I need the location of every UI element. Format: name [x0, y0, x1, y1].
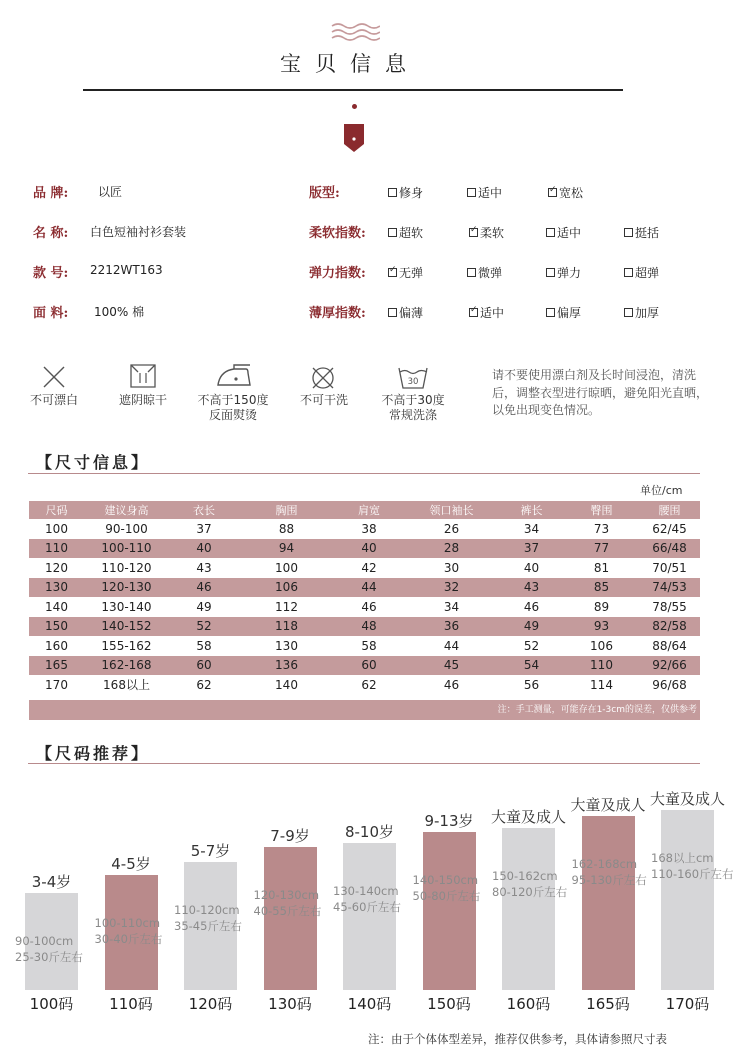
- recommend-age-label: 5-7岁: [190, 842, 231, 860]
- table-cell: 130: [275, 638, 298, 653]
- size-recommend-divider: [28, 763, 700, 764]
- table-cell: 130: [29, 578, 84, 598]
- table-cell: 140: [275, 677, 298, 692]
- recommend-weight: 110-160斤左右: [651, 867, 734, 881]
- table-cell: 37: [499, 539, 564, 559]
- iron-low-icon: [212, 363, 256, 389]
- recommend-height: 130-140cm: [333, 884, 399, 898]
- table-cell: 62: [196, 677, 212, 692]
- table-header: 腰围: [639, 501, 700, 519]
- svg-text:30: 30: [407, 377, 419, 387]
- table-cell: 37: [196, 521, 212, 536]
- table-cell: 96/68: [652, 677, 687, 692]
- recommend-height: 90-100cm: [15, 934, 74, 948]
- table-row: [29, 558, 700, 578]
- no-dry-clean-icon: [310, 365, 336, 391]
- recommend-age-label: 7-9岁: [270, 827, 310, 845]
- table-cell: 160: [45, 638, 68, 653]
- option-label: 宽松: [559, 186, 584, 200]
- table-cell: 155-162: [101, 638, 152, 653]
- recommend-size-label: 160码: [506, 995, 551, 1013]
- elasticity-option-3: [546, 264, 581, 281]
- table-cell: 34: [523, 521, 540, 536]
- care-label-wash: 不高于30度 常规洗涤: [381, 393, 445, 422]
- option-label: 弹力: [557, 266, 582, 280]
- table-cell: 78/55: [652, 599, 687, 614]
- table-header: 建议身高: [84, 501, 169, 519]
- size-table: [29, 501, 700, 695]
- table-cell: 54: [499, 656, 564, 676]
- recommend-detail: [572, 856, 647, 888]
- option-label: 加厚: [635, 306, 660, 320]
- fit-option-regular: [467, 184, 502, 201]
- table-cell: 100: [275, 560, 298, 575]
- size-info-divider: [28, 473, 700, 474]
- table-cell: 112: [275, 599, 298, 614]
- recommend-weight: 95-130斤左右: [571, 873, 647, 887]
- table-cell: 58: [196, 638, 212, 653]
- option-label: 适中: [478, 186, 503, 200]
- recommend-detail: [174, 902, 242, 934]
- recommend-detail: [254, 887, 322, 919]
- thickness-option-1: [388, 304, 423, 321]
- table-cell: 162-168: [84, 656, 169, 676]
- table-cell: 114: [590, 677, 613, 692]
- elasticity-option-2: [467, 264, 502, 281]
- fabric-value: 100% 棉: [94, 305, 145, 319]
- recommend-height: 100-110cm: [94, 916, 161, 930]
- table-cell: 46: [361, 599, 377, 614]
- recommend-weight: 30-40斤左右: [94, 932, 163, 946]
- table-cell: 56: [523, 677, 540, 692]
- size-info-title: 【尺寸信息】: [36, 453, 151, 472]
- recommend-age-label: 大童及成人: [570, 796, 646, 814]
- table-cell: 45: [404, 656, 499, 676]
- table-cell: 94: [239, 539, 334, 559]
- option-label: 适中: [480, 306, 505, 320]
- table-cell: 73: [593, 521, 610, 536]
- recommend-height: 120-130cm: [253, 888, 320, 902]
- table-header: 臀围: [564, 501, 639, 519]
- table-header-row: [29, 501, 700, 519]
- recommend-weight: 25-30斤左右: [15, 950, 83, 964]
- wave-logo-icon: [330, 22, 380, 42]
- thickness-option-3: [546, 304, 581, 321]
- care-label-shade-dry: 遮阴晾干: [118, 393, 167, 407]
- table-cell: 100-110: [84, 539, 169, 559]
- recommend-size-label: 150码: [427, 995, 471, 1013]
- recommend-detail: [95, 915, 163, 947]
- checkbox: [388, 188, 397, 197]
- table-cell: 44: [334, 578, 404, 598]
- softness-option-3: [546, 224, 581, 241]
- code-label: 款 号:: [33, 266, 69, 281]
- table-cell: 44: [443, 638, 460, 653]
- table-cell: 40: [523, 560, 540, 575]
- recommend-detail: [492, 868, 567, 900]
- table-cell: 150: [29, 617, 84, 637]
- option-label: 修身: [399, 186, 424, 200]
- brand-label: 品 牌:: [33, 186, 69, 201]
- checkbox: [624, 228, 633, 237]
- shade-dry-icon: [128, 363, 158, 389]
- table-cell: 42: [361, 560, 377, 575]
- table-cell: 90-100: [105, 521, 148, 536]
- recommend-bar: [582, 816, 635, 990]
- table-note: 注：手工测量，可能存在1-3cm的误差，仅供参考: [29, 700, 700, 720]
- table-header: 尺码: [29, 501, 84, 519]
- table-row: [29, 519, 700, 539]
- option-label: 超弹: [635, 266, 660, 280]
- brand-value: 以匠: [98, 185, 123, 199]
- table-cell: 46: [523, 599, 540, 614]
- fit-option-slim: [388, 184, 423, 201]
- option-label: 偏厚: [557, 306, 582, 320]
- checkbox: [388, 308, 397, 317]
- option-label: 偏薄: [399, 306, 424, 320]
- option-label: 挺括: [635, 226, 660, 240]
- table-cell: 58: [361, 638, 377, 653]
- recommend-weight: 40-55斤左右: [253, 904, 322, 918]
- checkbox-checked: [388, 268, 397, 277]
- elasticity-option-4: [624, 264, 659, 281]
- softness-label: 柔软指数:: [309, 226, 366, 241]
- thickness-option-2: [469, 304, 504, 321]
- recommend-height: 150-162cm: [492, 869, 558, 883]
- care-label-iron: 不高于150度 反面熨烫: [197, 393, 269, 422]
- table-cell: 93: [564, 617, 639, 637]
- table-cell: 165: [29, 656, 84, 676]
- table-cell: 48: [334, 617, 404, 637]
- recommend-age-label: 9-13岁: [424, 812, 474, 830]
- table-cell: 46: [443, 677, 460, 692]
- recommend-height: 110-120cm: [174, 903, 240, 917]
- option-label: 微弹: [478, 266, 503, 280]
- table-cell: 168以上: [103, 678, 150, 693]
- table-cell: 66/48: [639, 539, 700, 559]
- checkbox-checked: [548, 188, 557, 197]
- recommend-height: 162-168cm: [571, 857, 638, 871]
- table-cell: 140-152: [84, 617, 169, 637]
- table-cell: 77: [564, 539, 639, 559]
- recommend-weight: 50-80斤左右: [412, 889, 481, 903]
- care-note: 请不要使用漂白剂及长时间浸泡，清洗后，调整衣型进行晾晒，避免阳光直晒，以免出现变色情况。: [492, 368, 709, 417]
- recommend-height: 140-150cm: [412, 873, 479, 887]
- recommend-height: 168以上cm: [651, 851, 714, 865]
- recommend-bar: [423, 832, 476, 990]
- option-label: 适中: [557, 226, 582, 240]
- page-title: 宝贝信息: [280, 52, 420, 76]
- recommend-size-label: 170码: [665, 995, 710, 1013]
- recommend-weight: 45-60斤左右: [333, 900, 401, 914]
- checkbox: [624, 268, 633, 277]
- divider-dot: [352, 104, 357, 109]
- table-header: 胸围: [239, 501, 334, 519]
- softness-option-4: [624, 224, 659, 241]
- table-cell: 40: [334, 539, 404, 559]
- recommend-size-label: 130码: [268, 995, 312, 1013]
- table-header: 肩宽: [334, 501, 404, 519]
- recommend-detail: [651, 850, 734, 882]
- checkbox-checked: [469, 228, 478, 237]
- table-cell: 92/66: [639, 656, 700, 676]
- table-row: [29, 675, 700, 695]
- table-row: [29, 617, 700, 637]
- checkbox: [624, 308, 633, 317]
- unit-label: 单位/cm: [640, 484, 683, 497]
- table-cell: 81: [593, 560, 610, 575]
- thickness-label: 薄厚指数:: [309, 306, 366, 321]
- recommend-size-label: 110码: [109, 995, 153, 1013]
- name-label: 名 称:: [33, 226, 69, 241]
- table-cell: 120: [45, 560, 68, 575]
- size-recommend-title: 【尺码推荐】: [36, 744, 151, 763]
- table-cell: 89: [593, 599, 610, 614]
- table-cell: 100: [45, 521, 68, 536]
- table-cell: 46: [169, 578, 239, 598]
- table-header: 裤长: [499, 501, 564, 519]
- thickness-option-4: [624, 304, 659, 321]
- recommend-bar: [502, 828, 555, 990]
- softness-option-2: [469, 224, 504, 241]
- fabric-label: 面 料:: [33, 306, 69, 321]
- recommend-size-label: 140码: [347, 995, 392, 1013]
- table-cell: 26: [443, 521, 460, 536]
- softness-option-1: [388, 224, 423, 241]
- recommend-detail: [333, 883, 401, 915]
- table-cell: 170: [45, 677, 68, 692]
- table-cell: 32: [404, 578, 499, 598]
- checkbox-checked: [469, 308, 478, 317]
- table-cell: 38: [361, 521, 377, 536]
- table-row: [29, 597, 700, 617]
- recommend-age-label: 8-10岁: [344, 823, 395, 841]
- table-cell: 49: [196, 599, 212, 614]
- wash-30-icon: [397, 364, 429, 390]
- checkbox: [467, 268, 476, 277]
- table-cell: 43: [196, 560, 212, 575]
- table-cell: 136: [239, 656, 334, 676]
- table-cell: 34: [443, 599, 460, 614]
- table-cell: 88: [278, 521, 295, 536]
- table-cell: 120-130: [84, 578, 169, 598]
- recommend-age-label: 3-4岁: [31, 873, 72, 891]
- table-cell: 140: [45, 599, 68, 614]
- table-cell: 70/51: [652, 560, 687, 575]
- table-header: 衣长: [169, 501, 239, 519]
- recommend-age-label: 大童及成人: [490, 808, 567, 826]
- table-cell: 130-140: [101, 599, 152, 614]
- table-cell: 118: [239, 617, 334, 637]
- table-cell: 62: [361, 677, 377, 692]
- recommend-detail: [413, 872, 481, 904]
- recommend-size-label: 100码: [29, 995, 74, 1013]
- table-cell: 49: [499, 617, 564, 637]
- fit-label: 版型:: [309, 186, 340, 201]
- elasticity-option-1: [388, 264, 423, 281]
- recommend-detail: [15, 933, 83, 965]
- checkbox: [546, 268, 555, 277]
- elasticity-label: 弹力指数:: [309, 266, 366, 281]
- table-cell: 52: [169, 617, 239, 637]
- table-row: [29, 656, 700, 676]
- table-cell: 74/53: [639, 578, 700, 598]
- footer-note: 注：由于个体体型差异，推荐仅供参考，具体请参照尺寸表: [368, 1032, 667, 1046]
- table-cell: 60: [334, 656, 404, 676]
- fit-option-loose: [548, 184, 583, 201]
- table-cell: 106: [239, 578, 334, 598]
- table-cell: 40: [169, 539, 239, 559]
- table-cell: 52: [523, 638, 540, 653]
- table-cell: 62/45: [652, 521, 687, 536]
- checkbox: [546, 228, 555, 237]
- care-label-no-dry-clean: 不可干洗: [299, 393, 348, 407]
- recommend-bar: [661, 810, 714, 990]
- table-cell: 110: [29, 539, 84, 559]
- option-label: 柔软: [480, 226, 505, 240]
- recommend-weight: 80-120斤左右: [492, 885, 568, 899]
- title-divider: [83, 89, 623, 91]
- table-cell: 110-120: [101, 560, 152, 575]
- table-cell: 88/64: [652, 638, 687, 653]
- table-cell: 60: [169, 656, 239, 676]
- table-cell: 82/58: [639, 617, 700, 637]
- table-row: [29, 539, 700, 559]
- checkbox: [467, 188, 476, 197]
- table-cell: 36: [404, 617, 499, 637]
- code-value: 2212WT163: [90, 263, 163, 277]
- table-cell: 43: [499, 578, 564, 598]
- table-cell: 30: [443, 560, 460, 575]
- option-label: 超软: [399, 226, 424, 240]
- table-row: [29, 636, 700, 656]
- tag-icon: [344, 124, 364, 152]
- table-row: [29, 578, 700, 598]
- name-value: 白色短袖衬衫套装: [90, 225, 187, 239]
- recommend-age-label: 4-5岁: [111, 855, 151, 873]
- no-bleach-icon: [42, 365, 66, 389]
- table-cell: 110: [564, 656, 639, 676]
- checkbox: [546, 308, 555, 317]
- recommend-size-label: 120码: [188, 995, 233, 1013]
- option-label: 无弹: [399, 266, 424, 280]
- recommend-weight: 35-45斤左右: [174, 919, 242, 933]
- table-cell: 106: [590, 638, 613, 653]
- table-cell: 28: [404, 539, 499, 559]
- recommend-bar: [343, 843, 396, 990]
- table-cell: 85: [564, 578, 639, 598]
- care-label-no-bleach: 不可漂白: [29, 393, 78, 407]
- checkbox: [388, 228, 397, 237]
- recommend-size-label: 165码: [586, 995, 630, 1013]
- table-header: 领口袖长: [404, 501, 499, 519]
- recommend-age-label: 大童及成人: [649, 790, 726, 808]
